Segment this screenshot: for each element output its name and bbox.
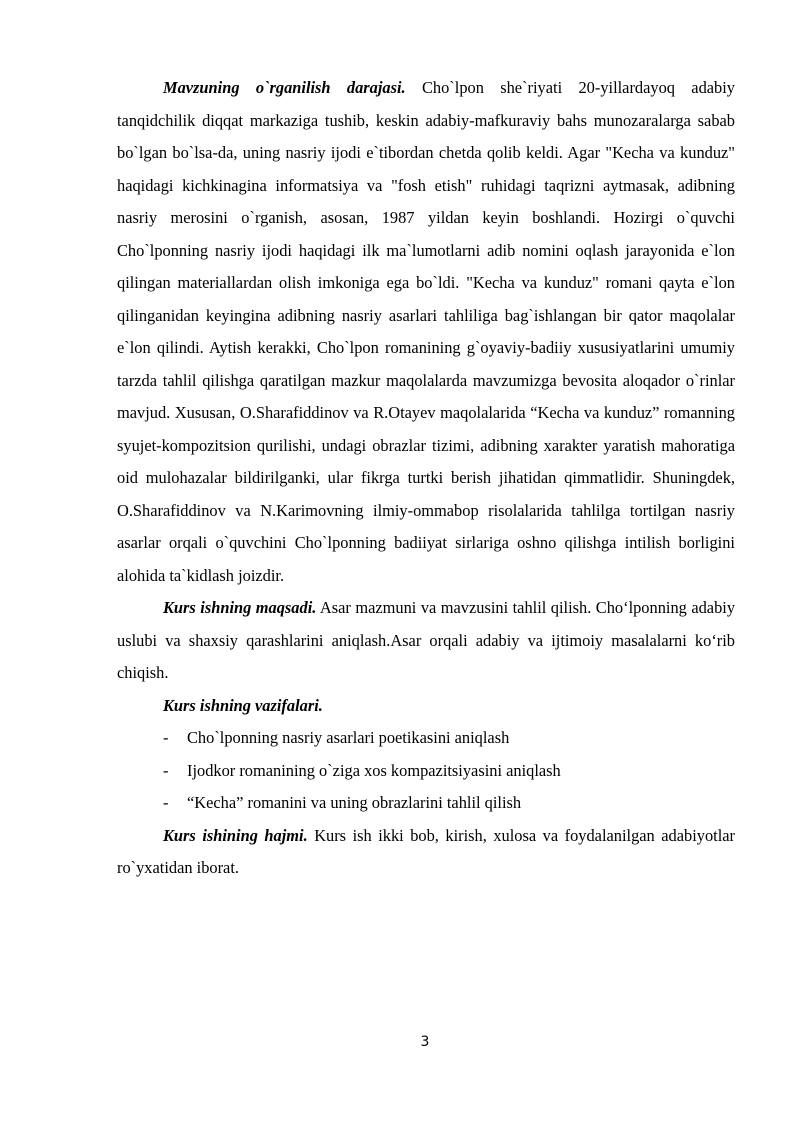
- level-of-study-paragraph: [117, 72, 735, 592]
- tasks-heading-paragraph: [117, 690, 735, 723]
- list-item: [117, 787, 735, 820]
- tasks-heading: Kurs ishning vazifalari.: [163, 695, 323, 715]
- level-of-study-heading: Mavzuning o`rganilish darajasi.: [163, 78, 406, 97]
- volume-heading: Kurs ishining hajmi.: [163, 825, 308, 845]
- list-item-text: Cho`lponning nasriy asarlari poetikasini aniqlash: [187, 728, 510, 747]
- goal-text: Asar mazmuni va mavzusini tahlil qilish. Cho‘lponning adabiy uslubi va shaxsiy qarashlarini aniqlash.Asar orqali adabiy va ijtimoiy masalalarni ko‘rib chiqish.: [117, 598, 736, 682]
- page-body: [117, 72, 735, 885]
- goal-heading: Kurs ishning maqsadi.: [163, 598, 317, 617]
- tasks-list: [117, 722, 735, 820]
- list-bullet: -: [163, 760, 169, 780]
- level-of-study-text: Cho`lpon she`riyati 20-yillardayoq adabiy tanqidchilik diqqat markaziga tushib, keskin adabiy-mafkuraviy bahs munozaralarga sabab bo`lgan bo`lsa-da, uning nasriy ijodi e`tibordan chetda qolib keldi. Agar "Kecha va kunduz" haqidagi kichkinagina informatsiya va "fosh etish" ruhidagi taqrizni aytmasak, adibning nasriy merosini o`rganish, asosan, 1987 yildan keyin boshlandi. Hozirgi o`quvchi Cho`lponning nasriy ijodi haqidagi ilk ma`lumotlarni adib nomini oqlash jarayonida e`lon qilingan materiallardan olish imkoniga ega bo`ldi. "Kecha va kunduz" romani qayta e`lon qilinganidan keyingina adibning nasriy asarlari tahliliga bag`ishlangan bir qator maqolalar e`lon qilindi. Aytish kerakki, Cho`lpon romanining g`oyaviy-badiiy xususiyatlarini umumiy tarzda tahlil qilishga qaratilgan mazkur maqolalarda mavzumizga bevosita aloqador o`rinlar mavjud. Xususan, O.Sharafiddinov va R.Otayev maqolalarida “Kecha va kunduz” romanning syujet-kompozitsion qurilishi, undagi obrazlar tizimi, adibning xarakter yaratish mahoratiga oid mulohazalar bildirilganki, ular fikrga turtki berish jihatidan qimmatlidir. Shuningdek, O.Sharafiddinov va N.Karimovning ilmiy-ommabop risolalarida tahlilga tortilgan nasriy asarlar orqali o`quvchini Cho`lponning badiiyat sirlariga oshno qilishga intilish borligini alohida ta`kidlash joizdir.: [117, 78, 735, 585]
- list-item-text: Ijodkor romanining o`ziga xos kompazitsiyasini aniqlash: [187, 760, 561, 780]
- list-item: [117, 755, 735, 788]
- goal-paragraph: [117, 592, 735, 690]
- page-number: 3: [420, 1034, 430, 1050]
- list-item-text: “Kecha” romanini va uning obrazlarini tahlil qilish: [187, 793, 522, 812]
- list-bullet: -: [163, 728, 169, 747]
- volume-paragraph: [117, 820, 735, 885]
- list-bullet: -: [163, 793, 169, 812]
- volume-text: Kurs ish ikki bob, kirish, xulosa va foydalanilgan adabiyotlar ro`yxatidan iborat.: [117, 825, 735, 877]
- list-item: [117, 722, 735, 755]
